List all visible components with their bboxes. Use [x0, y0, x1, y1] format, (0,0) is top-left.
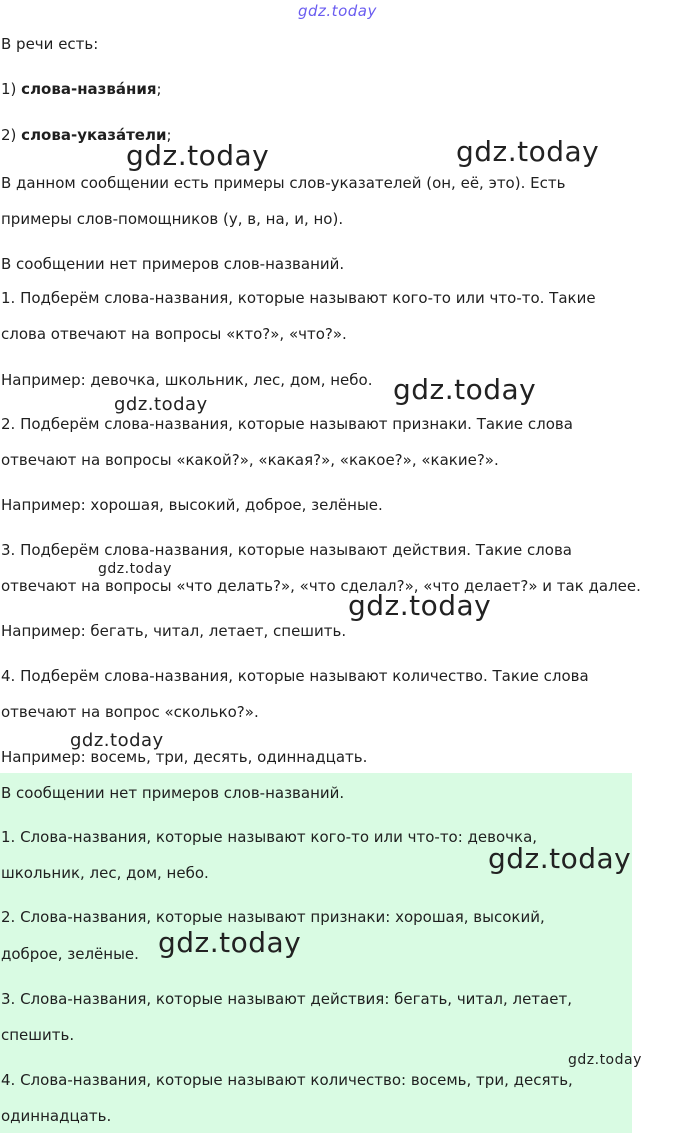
list-item-punct: ; [166, 126, 172, 144]
paragraph-line: 3. Подберём слова-названия, которые называют действия. Такие слова [1, 541, 572, 559]
paragraph-line: примеры слов-помощников (у, в, на, и, но). [1, 210, 344, 228]
term-names: слова-назва́ния [21, 80, 157, 98]
watermark: gdz.today [568, 1052, 642, 1068]
paragraph-line: отвечают на вопросы «что делать?», «что сделал?», «что делает?» и так далее. [1, 577, 641, 595]
watermark: gdz.today [114, 394, 208, 415]
header-watermark: gdz.today [298, 2, 377, 20]
watermark: gdz.today [456, 135, 600, 168]
paragraph-line: Например: восемь, три, десять, одиннадцать. [1, 748, 368, 766]
paragraph-line: отвечают на вопрос «сколько?». [1, 703, 259, 721]
answer-line: 4. Слова-названия, которые называют количество: восемь, три, десять, [1, 1071, 573, 1089]
paragraph-line: 2. Подберём слова-названия, которые называют признаки. Такие слова [1, 415, 573, 433]
list-item-number: 1) [1, 80, 22, 98]
term-pointers: слова-указа́тели [21, 126, 167, 144]
answer-line: 3. Слова-названия, которые называют действия: бегать, читал, летает, [1, 990, 572, 1008]
paragraph-line: В сообщении нет примеров слов-названий. [1, 255, 345, 273]
paragraph-line: 4. Подберём слова-названия, которые называют количество. Такие слова [1, 667, 589, 685]
answer-line: спешить. [1, 1026, 75, 1044]
watermark: gdz.today [488, 842, 632, 875]
answer-line: 1. Слова-названия, которые называют кого-то или что-то: девочка, [1, 828, 538, 846]
answer-line: В сообщении нет примеров слов-названий. [1, 784, 345, 802]
watermark: gdz.today [126, 139, 270, 172]
paragraph-line: Например: девочка, школьник, лес, дом, небо. [1, 371, 373, 389]
watermark: gdz.today [348, 589, 492, 622]
intro-line: В речи есть: [1, 35, 99, 53]
watermark: gdz.today [70, 730, 164, 751]
paragraph-line: 1. Подберём слова-названия, которые называют кого-то или что-то. Такие [1, 289, 596, 307]
paragraph-line: отвечают на вопросы «какой?», «какая?», «какое?», «какие?». [1, 451, 499, 469]
paragraph-line: В данном сообщении есть примеры слов-указателей (он, её, это). Есть [1, 174, 566, 192]
paragraph-line: Например: хорошая, высокий, доброе, зелёные. [1, 496, 383, 514]
answer-line: одиннадцать. [1, 1107, 112, 1125]
watermark: gdz.today [393, 373, 537, 406]
paragraph-line: Например: бегать, читал, летает, спешить. [1, 622, 347, 640]
watermark: gdz.today [158, 926, 302, 959]
list-item-punct: ; [156, 80, 162, 98]
paragraph-line: слова отвечают на вопросы «кто?», «что?». [1, 325, 347, 343]
answer-line: доброе, зелёные. [1, 945, 139, 963]
answer-line: школьник, лес, дом, небо. [1, 864, 209, 882]
list-item-number: 2) [1, 126, 22, 144]
list-item-names [1, 79, 162, 99]
watermark: gdz.today [98, 561, 172, 577]
answer-line: 2. Слова-названия, которые называют признаки: хорошая, высокий, [1, 908, 545, 926]
